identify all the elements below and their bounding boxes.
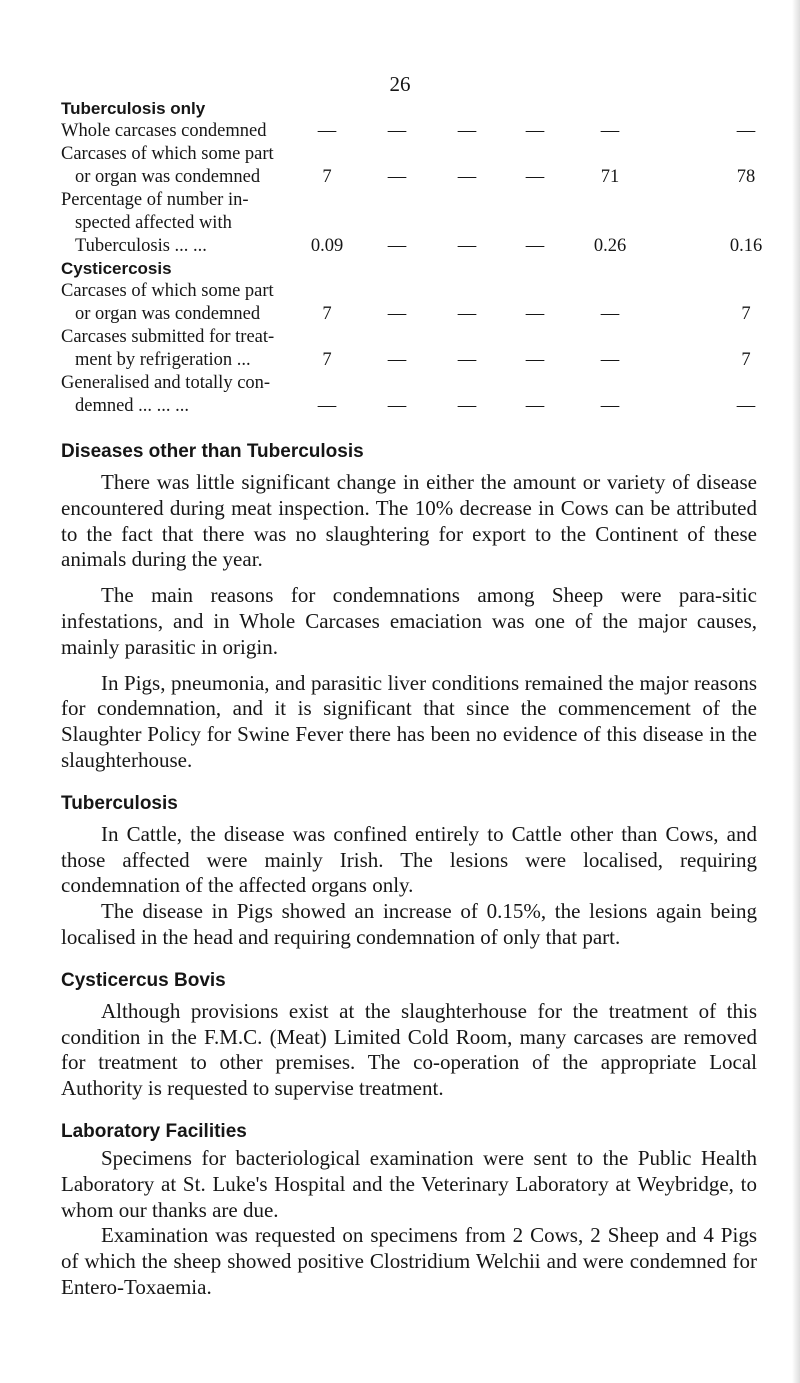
table-cell: 0.16 [729,236,763,256]
table-cell: 0.26 [593,236,627,256]
table-cell: — [387,167,407,187]
table-cell: 7 [322,350,332,370]
section-heading: Laboratory Facilities [61,1120,247,1142]
paragraph: In Cattle, the disease was confined entirely to Cattle other than Cows, and those affected were mainly Irish. The lesions were localised, requiring condemnation of the affected organs only. [61,821,757,898]
table-cell: — [457,304,477,324]
row-label: Carcases of which some part [61,281,274,301]
table-cell: — [387,121,407,141]
table-cell: 78 [736,167,756,187]
table-cell: — [457,121,477,141]
row-label: Percentage of number in- [61,190,249,210]
table-cell: — [317,121,337,141]
page-number: 26 [389,72,411,96]
row-label: demned ... ... ... [75,396,190,416]
row-label: or organ was condemned [75,167,261,187]
table-cell: — [387,304,407,324]
table-cell: 7 [322,304,332,324]
table-cell: — [600,304,620,324]
table-cell: 71 [600,167,620,187]
table-row [61,143,776,189]
section-heading: Diseases other than Tuberculosis [61,441,364,462]
table-row [61,280,776,326]
table-cell: — [525,121,545,141]
section-heading: Tuberculosis [61,792,178,814]
paragraph: Specimens for bacteriological examination were sent to the Public Health Laboratory at St. Luke's Hospital and the Veterinary Laboratory at Weybridge, to whom our thanks are due. [61,1145,757,1222]
table-cell: — [457,350,477,370]
paragraph: Although provisions exist at the slaughterhouse for the treatment of this condition in the F.M.C. (Meat) Limited Cold Room, many carcases are removed for treatment to other premises. The co-operation of the appropriate Local Authority is requested to supervise treatment. [61,998,757,1101]
row-label: Carcases submitted for treat- [61,327,275,347]
table-row [61,120,776,143]
paragraph: There was little significant change in either the amount or variety of disease encountered during meat inspection. The 10% decrease in Cows can be attributed to the fact that there was no slaughtering for export to the Continent of these animals during the year. [61,470,757,572]
table-cell: — [387,350,407,370]
row-label: Whole carcases condemned [61,121,267,141]
table-row [61,372,776,418]
table-cell: — [600,396,620,416]
table-cell: — [457,396,477,416]
row-label: Generalised and totally con- [61,373,271,393]
table-cell: — [736,396,756,416]
table-cell: — [736,121,756,141]
table-cell: — [525,167,545,187]
row-label: spected affected with [75,213,232,233]
paragraph: The main reasons for condemnations among Sheep were para-sitic infestations, and in Whole Carcases emaciation was one of the major causes, mainly parasitic in origin. [61,583,757,659]
table-cell: — [600,121,620,141]
table-cell: — [457,236,477,256]
table-cell: — [600,350,620,370]
table-cell: — [457,167,477,187]
row-label: Carcases of which some part [61,144,274,164]
table-cell: 7 [741,350,751,370]
table-cell: 7 [741,304,751,324]
section-heading: Cysticercus Bovis [61,969,226,991]
row-label: ment by refrigeration ... [75,350,251,370]
table-row [61,189,776,258]
row-label: Tuberculosis ... ... [75,236,207,256]
table-cell: — [317,396,337,416]
table-row [61,326,776,372]
paragraph: The disease in Pigs showed an increase of 0.15%, the lesions again being localised in the head and requiring condemnation of only that part. [61,899,757,949]
table-cell: — [525,396,545,416]
meat-inspection-table [61,98,776,418]
row-label: or organ was condemned [75,304,261,324]
table-section-heading: Tuberculosis only [61,99,206,118]
report-body [61,440,757,1301]
page-edge-shadow [792,0,800,1383]
table-cell: — [387,396,407,416]
table-cell: — [525,236,545,256]
table-cell: — [525,350,545,370]
table-cell: — [525,304,545,324]
table-cell: 0.09 [310,236,344,256]
table-cell: 7 [322,167,332,187]
table-section-heading: Cysticercosis [61,259,172,278]
paragraph: Examination was requested on specimens from 2 Cows, 2 Sheep and 4 Pigs of which the sheep showed positive Clostridium Welchii and were condemned for Entero-Toxaemia. [61,1223,757,1299]
table-cell: — [387,236,407,256]
paragraph: In Pigs, pneumonia, and parasitic liver conditions remained the major reasons for condemnation, and it is significant that since the commencement of the Slaughter Policy for Swine Fever there has been no evidence of this disease in the slaughterhouse. [61,670,757,772]
